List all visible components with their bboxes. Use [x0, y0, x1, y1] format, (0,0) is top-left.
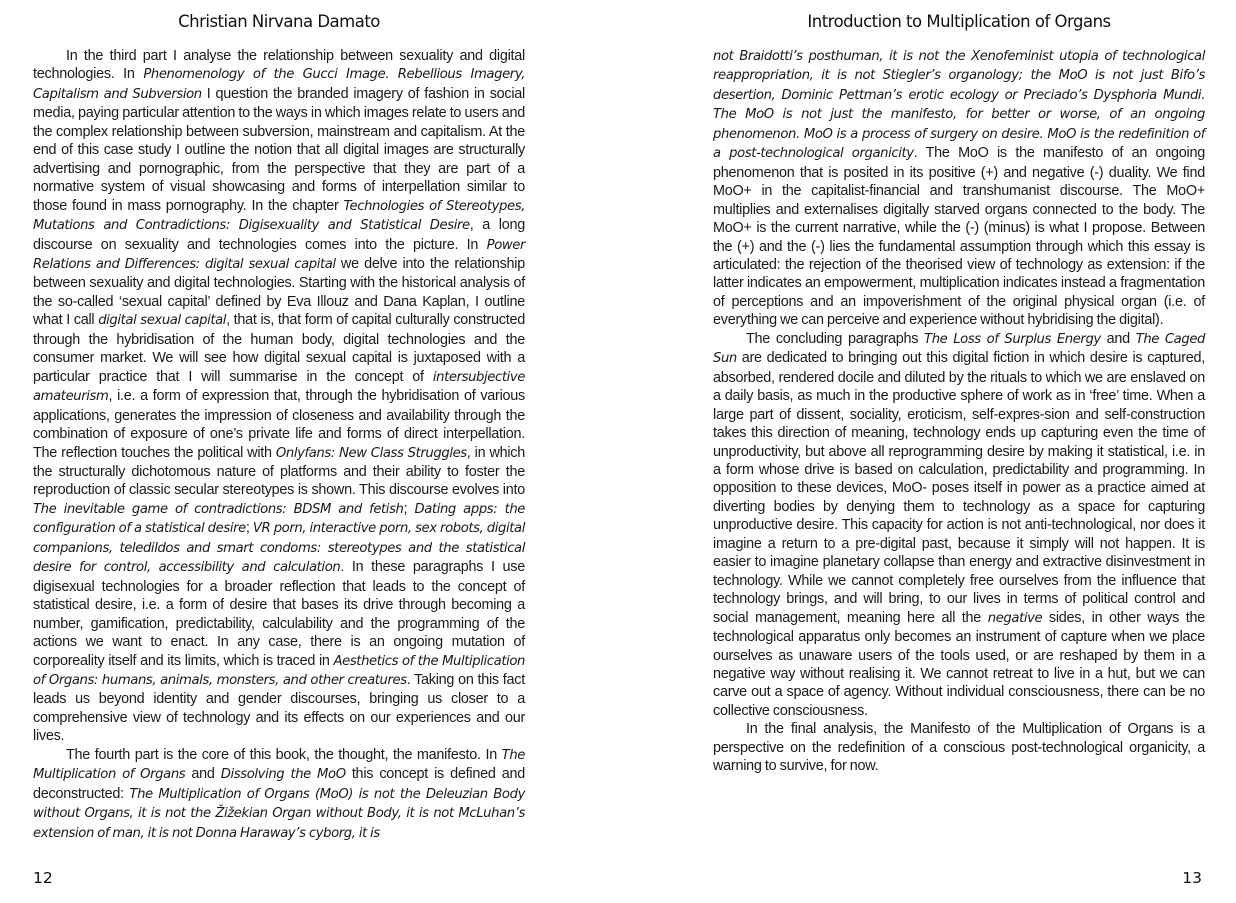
italic-title: intersubjective amateurism [33, 369, 525, 405]
italic-title: Dating apps: the configuration of a statistical desire [33, 501, 526, 537]
body-paragraph [713, 720, 1205, 775]
italic-title: The Loss of Surplus Energy [924, 331, 1101, 347]
body-text: . Taking on this fact leads us beyond identity and gender discourses, bringing us closer to a comprehensive view of technology and its effects on our experiences and our lives. [33, 671, 525, 745]
italic-title: Power Relations and Differences: digital sexual capital [33, 237, 525, 272]
italic-title: negative [987, 610, 1043, 626]
body-text: and [185, 766, 221, 783]
body-text: The concluding paragraphs [746, 330, 925, 347]
body-text: we delve into the relationship between sexuality and digital technologies. Starting with the historical analysis of the so-called ‘sexual capital’ defined by Eva Illouz and Dana Kaplan, I outline what I call [33, 255, 525, 329]
italic-title: Aesthetics of the Multiplication of Organs: humans, animals, monsters, and other creatures [33, 653, 526, 688]
right-page-body [713, 47, 1205, 776]
body-paragraph [713, 47, 1205, 330]
running-head-title: Introduction to Multiplication of Organs [807, 12, 1111, 31]
body-text: I question the branded imagery of fashion in social media, paying particular attention to the ways in which images relate to users and the complex relationship between subversion, mainstream and capitalism. At the end of this case study I outline the notion that all digital images are structurally advertising and pornographic, from the perspective that they are part of a normative system of visual showcasing and forms of interpellation similar to those found in mass pornography. In the chapter [33, 85, 525, 214]
body-paragraph [713, 330, 1205, 721]
body-text: this concept is defined and deconstructed: [33, 766, 525, 802]
left-page [33, 0, 525, 903]
body-text: In the third part I analyse the relationship between sexuality and digital technologies. In [33, 48, 525, 83]
italic-title: The Caged Sun [713, 331, 1205, 367]
body-text: , that is, that form of capital culturally constructed through the hybridisation of the human body, digital technologies and the consumer market. We will see how digital sexual capital is juxtaposed with a particular practice that I will summarise in the concept of [33, 312, 526, 385]
body-paragraph [33, 746, 525, 843]
italic-title: VR porn, interactive porn, sex robots, digital companions, teledildos and smart condoms: stereotypes and the statistical desire for control, accessibility and calculation [33, 521, 525, 576]
body-text: In the final analysis, the Manifesto of the Multiplication of Organs is a perspective on the redefinition of a conscious post-technological organicity, a warning to survive, for now. [713, 721, 1205, 775]
italic-title: Phenomenology of the Gucci Image. Rebellious Imagery, Capitalism and Subversion [33, 67, 525, 102]
italic-title: Onlyfans: New Class Struggles [275, 445, 467, 461]
body-text: , i.e. a form of expression that, through the hybridisation of various applications, generates the impression of closeness and availability through the combination of exposure of one’s private life and forms of direct interpellation. The reflection touches the political with [33, 388, 525, 461]
body-paragraph [33, 47, 525, 746]
italic-title: digital sexual capital [98, 313, 227, 329]
body-text: ; [403, 500, 415, 517]
italic-title: The Multiplication of Organs (MoO) is not the Deleuzian Body without Organs, it is not the Žižekian Organ without Body, it is not McLuhan’s extension of man, it is not Donna Haraway’s cyborg, it is [33, 786, 525, 841]
body-text: and [1100, 330, 1136, 347]
body-text: , in which the structurally dichotomous nature of platforms and their ability to foster the reproduction of classic secular stereotypes is shown. This discourse evolves into [33, 444, 526, 499]
right-page [713, 0, 1205, 903]
running-head-author: Christian Nirvana Damato [178, 12, 380, 31]
left-page-body [33, 47, 525, 843]
italic-title: The inevitable game of contradictions: BDSM and fetish [33, 501, 404, 517]
italic-title: not Braidotti’s posthuman, it is not the Xenofeminist utopia of technological reappropriation, it is not Stiegler’s organology; the MoO is not just Bifo’s desertion, Dominic Pettman’s erotic ecology or Preciado’s Dysphoria Mundi. The MoO is not just the manifesto, for better or worse, of an ongoing phenomenon. MoO is a process of surgery on desire. MoO is the redefinition of a post-technological organicity [713, 49, 1205, 162]
body-text: . The MoO is the manifesto of an ongoing phenomenon that is posited in its positive (+) and negative (-) duality. We find MoO+ in the capitalist-financial and transhumanist discourse. The MoO+ multiplies and externalises digitally starved organs connected to the body. The MoO+ is the current narrative, while the (-) (minus) is what I propose. Between the (+) and the (-) lies the fundamental assumption through which this essay is articulated: the rejection of the theorised view of technology as extension: if the latter indicates an empowerment, multiplication indicates instead a fragmentation of perceptions and an impoverishment of the original physical organ (i.e. of everything we can perceive and experience without hybridising the digital). [713, 145, 1205, 329]
page-number-right: 13 [1182, 869, 1202, 887]
body-text: sides, in other ways the technological apparatus only becomes an instrument of capture when we place ourselves as unaware users of the tools used, or are reshaped by them in a negative way without realising it. We cannot retreat to live in a hut, but we can carve out a space of agency. Without individual consciousness, there can be no collective consciousness. [713, 609, 1205, 719]
page-number-left: 12 [33, 869, 53, 887]
body-text: The fourth part is the core of this book, the thought, the manifesto. In [66, 746, 502, 763]
italic-title: The Multiplication of Organs [33, 747, 525, 783]
body-text: ; [245, 520, 253, 537]
body-text: are dedicated to bringing out this digital fiction in which desire is captured, absorbed, rendered docile and diluted by the rituals to which we are enslaved on a daily basis, as much in the productive sphere of work as in ‘free’ time. When a large part of dissent, sociality, eroticism, self-expres-sion and self-construction takes this direction of meaning, technology ends up capturing even the time of unproductivity, but above all reprogramming desire by making it statistical, i.e. in a form whose drive is based on calculation, predictability and programming. In opposition to these devices, MoO- poses itself in power as a practice aimed at diverting bodies by denying them to technology as a space for capturing unproductive desire. This capacity for action is not anti-technological, nor does it imagine a return to a pre-digital past, because it simply will not happen. It is easier to imagine planetary collapse than energy and extractive disinvestment in technology. While we cannot completely free ourselves from the influence that technology brings, and will bring, to our lives in terms of political control and social management, meaning here all the [713, 350, 1205, 626]
body-text: , a long discourse on sexuality and technologies comes into the picture. In [33, 217, 525, 253]
italic-title: Dissolving the MoO [220, 767, 346, 783]
body-text: . In these paragraphs I use digisexual technologies for a broader reflection that leads to the concept of statistical desire, i.e. a form of desire that bases its drive through becoming a number, gamification, predictability, calculability and the programming of the actions we want to enact. In any case, there is an ongoing mutation of corporeality itself and its limits, which is traced in [33, 559, 525, 669]
italic-title: Technologies of Stereotypes, Mutations and Contradictions: Digisexuality and Statistical Desire [33, 198, 525, 234]
